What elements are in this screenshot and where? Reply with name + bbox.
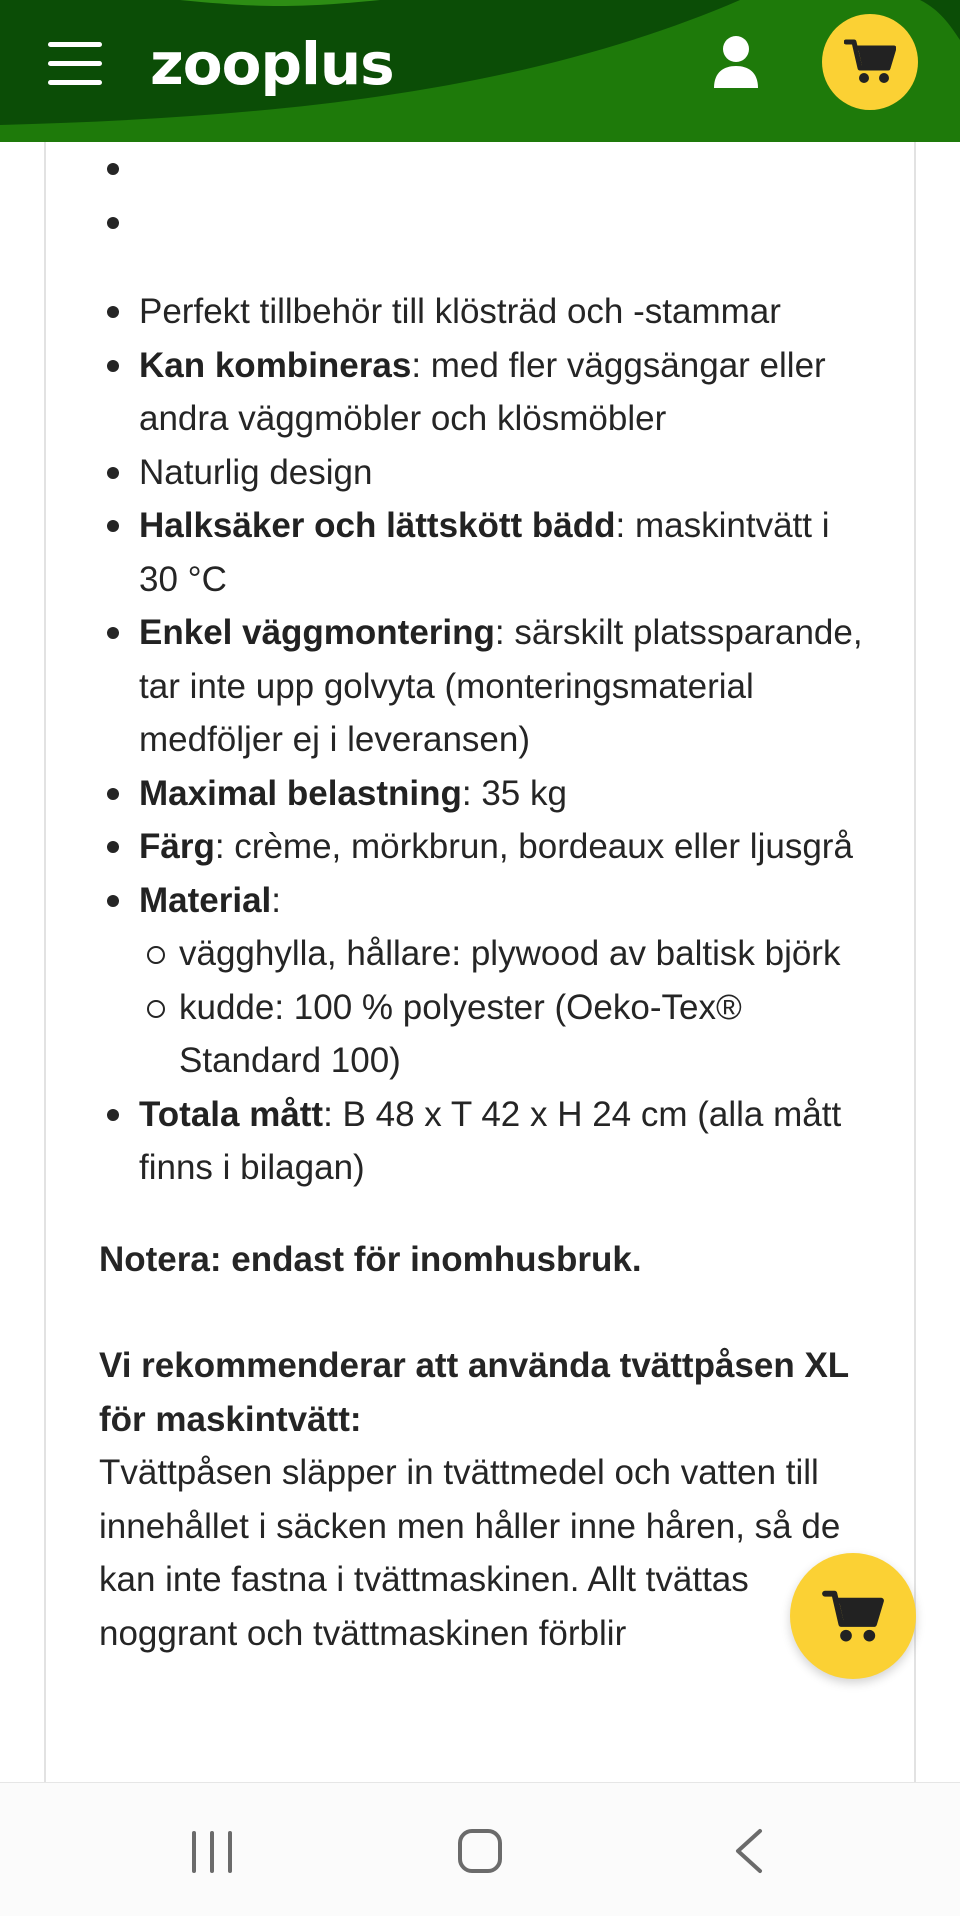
recommend-heading: Vi rekommenderar att använda tvättpåsen XL för maskintvätt: (99, 1346, 849, 1439)
cart-icon (844, 38, 896, 86)
empty-bullet (99, 196, 869, 250)
product-description (99, 142, 869, 1660)
home-icon[interactable] (458, 1829, 502, 1873)
feature-item: Kan kombineras: med fler väggsängar eller andra väggmöbler och klösmöbler (99, 339, 869, 446)
material-subitem: kudde: 100 % polyester (Oeko-Tex® Standard 100) (139, 981, 869, 1088)
zooplus-logo[interactable]: zooplus (150, 30, 394, 98)
feature-item: Maximal belastning: 35 kg (99, 767, 869, 821)
hamburger-menu-icon[interactable] (48, 42, 102, 86)
feature-item: Färg: crème, mörkbrun, bordeaux eller ljusgrå (99, 820, 869, 874)
cart-button[interactable] (822, 14, 918, 110)
feature-list (99, 285, 869, 1195)
feature-item: Naturlig design (99, 446, 869, 500)
empty-bullet-list (99, 142, 869, 249)
recent-apps-icon[interactable] (190, 1831, 234, 1873)
feature-item: Totala mått: B 48 x T 42 x H 24 cm (alla mått finns i bilagan) (99, 1088, 869, 1195)
user-icon[interactable] (712, 34, 760, 88)
app-header (0, 0, 960, 142)
material-sublist (139, 927, 869, 1088)
indoor-note: Notera: endast för inomhusbruk. (99, 1239, 642, 1279)
feature-item: Halksäker och lättskött bädd: maskintvätt i 30 °C (99, 499, 869, 606)
system-navigation-bar (0, 1782, 960, 1916)
feature-item-material: Material: vägghylla, hållare: plywood av baltisk björk kudde: 100 % polyester (Oeko-Tex® Standard 100) (99, 874, 869, 1088)
floating-cart-button[interactable] (790, 1553, 916, 1679)
material-subitem: vägghylla, hållare: plywood av baltisk björk (139, 927, 869, 981)
back-icon[interactable] (732, 1827, 766, 1875)
empty-bullet (99, 142, 869, 196)
cart-icon (822, 1589, 884, 1645)
header-background (0, 0, 960, 142)
feature-item: Enkel väggmontering: särskilt platssparande, tar inte upp golvyta (monteringsmaterial medföljer ej i leveransen) (99, 606, 869, 767)
recommend-text: Tvättpåsen släpper in tvättmedel och vatten till innehållet i säcken men håller inne håren, så de kan inte fastna i tvättmaskinen. Allt tvättas noggrant och tvättmaskinen förblir (99, 1453, 841, 1653)
feature-item: Perfekt tillbehör till klösträd och -stammar (99, 285, 869, 339)
